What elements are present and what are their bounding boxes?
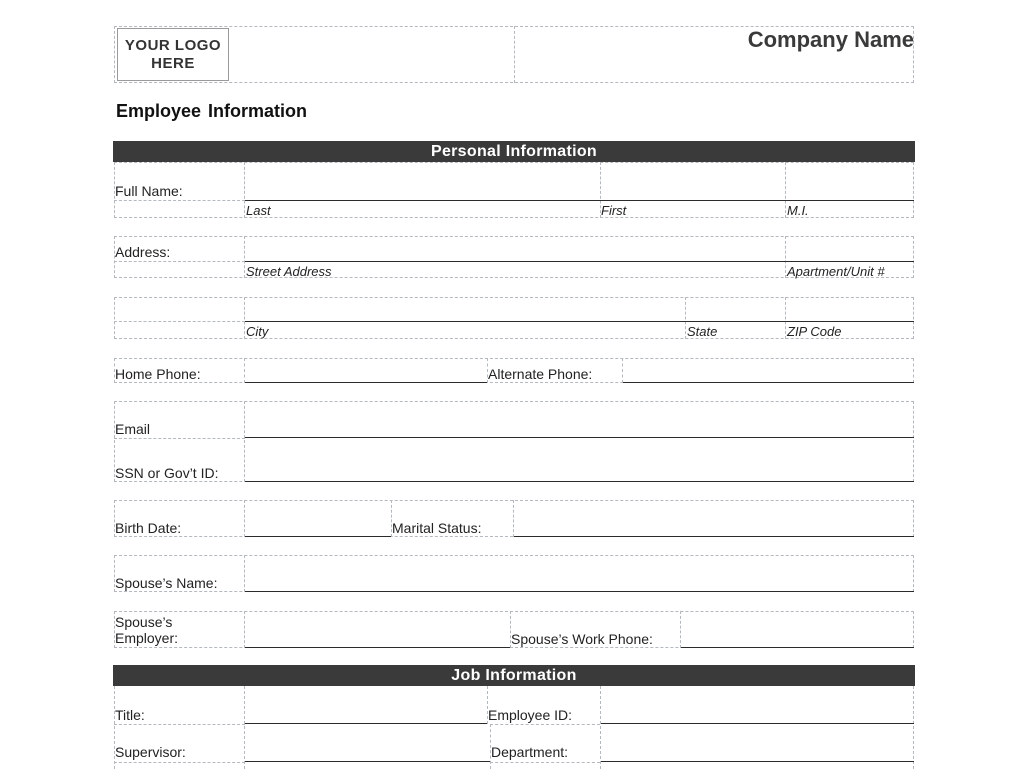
alternate-phone-input[interactable] (623, 359, 914, 383)
form-title: Employee Information (116, 101, 308, 121)
spouse-employer-input[interactable] (245, 612, 510, 648)
spouse-work-phone-label: Spouse’s Work Phone: (511, 631, 653, 647)
email-label: Email (115, 421, 151, 437)
supervisor-input[interactable] (245, 725, 490, 762)
logo-text-line1: YOUR LOGO (124, 36, 222, 54)
home-phone-input[interactable] (245, 359, 487, 383)
street-address-input[interactable] (245, 237, 785, 262)
apartment-unit-caption: Apartment/Unit # (787, 264, 885, 279)
ssn-input[interactable] (245, 438, 914, 482)
grid-line (114, 762, 245, 763)
supervisor-label: Supervisor: (115, 744, 186, 760)
zip-code-input[interactable] (785, 298, 914, 322)
city-caption: City (246, 324, 269, 339)
last-name-input[interactable] (245, 163, 600, 201)
grid-line (114, 321, 245, 322)
grid-line (114, 200, 245, 201)
section-header-job: Job Information (113, 665, 915, 686)
spouse-name-label: Spouse’s Name: (115, 575, 218, 591)
marital-status-input[interactable] (514, 501, 914, 537)
full-name-label: Full Name: (115, 183, 183, 199)
birth-date-label: Birth Date: (115, 520, 182, 536)
employee-id-label: Employee ID: (488, 707, 573, 723)
street-address-caption: Street Address (246, 264, 332, 279)
header-divider (514, 26, 515, 83)
first-name-caption: First (601, 203, 627, 218)
spouse-employer-label (115, 614, 178, 646)
job-title-input[interactable] (245, 687, 487, 724)
spouse-employer-label-line2: Employer: (115, 630, 179, 646)
middle-initial-input[interactable] (785, 163, 914, 201)
last-name-caption: Last (246, 203, 271, 218)
logo-placeholder[interactable] (117, 28, 229, 81)
spouse-work-phone-input[interactable] (681, 612, 914, 648)
department-input[interactable] (601, 725, 914, 762)
employee-id-input[interactable] (601, 687, 914, 724)
state-input[interactable] (685, 298, 785, 322)
spouse-employer-label-line1: Spouse’s (115, 614, 173, 630)
section-header-personal: Personal Information (113, 141, 915, 162)
birth-date-input[interactable] (245, 501, 391, 537)
city-input[interactable] (245, 298, 685, 322)
email-input[interactable] (245, 402, 914, 438)
company-name: Company Name (747, 27, 914, 52)
grid-line (114, 724, 245, 725)
mi-caption: M.I. (787, 203, 809, 218)
grid-line (490, 724, 600, 725)
home-phone-label: Home Phone: (115, 366, 201, 382)
job-title-label: Title: (115, 707, 145, 723)
apartment-unit-input[interactable] (785, 237, 914, 262)
alternate-phone-label: Alternate Phone: (488, 366, 593, 382)
first-name-input[interactable] (600, 163, 785, 201)
grid-line (114, 438, 245, 439)
logo-text-line2: HERE (151, 54, 195, 72)
grid-line (114, 261, 245, 262)
marital-status-label: Marital Status: (392, 520, 482, 536)
address-label: Address: (115, 244, 171, 260)
department-label: Department: (491, 744, 569, 760)
ssn-label: SSN or Gov’t ID: (115, 465, 219, 481)
spouse-name-input[interactable] (245, 556, 914, 592)
zip-code-caption: ZIP Code (787, 324, 842, 339)
state-caption: State (687, 324, 718, 339)
grid-line (490, 762, 600, 763)
